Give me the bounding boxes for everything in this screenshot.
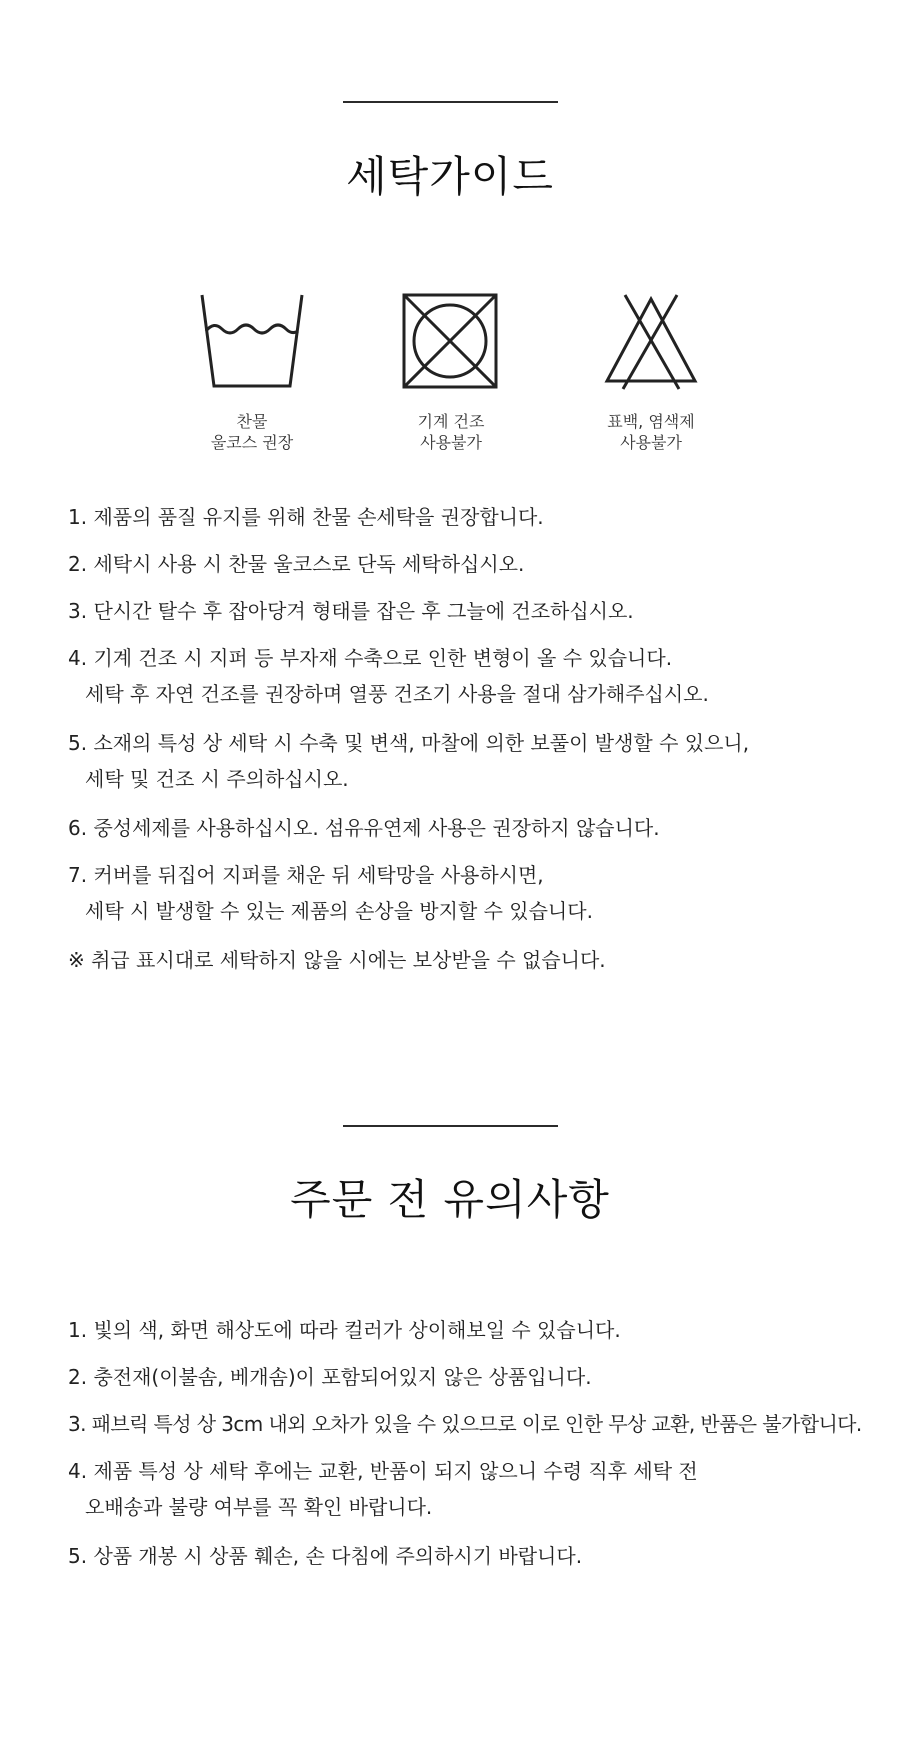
icon-caption: 표백, 염색제 사용불가 [607,412,695,452]
no-bleach-icon [601,293,701,391]
list-item: 2. 세탁시 사용 시 찬물 울코스로 단독 세탁하십시오. [68,552,525,576]
list-item: 1. 제품의 품질 유지를 위해 찬물 손세탁을 권장합니다. [68,505,544,529]
icon-caption: 기계 건조 사용불가 [417,412,485,452]
care-symbol-cold-wash [172,293,332,453]
order-notes-title: 주문 전 유의사항 [290,1175,610,1224]
no-tumble-dry-icon [402,293,500,391]
icon-caption: 찬물 울코스 권장 [210,412,294,452]
list-item: 4. 제품 특성 상 세탁 후에는 교환, 반품이 되지 않으니 수령 직후 세탁 전 오배송과 불량 여부를 꼭 확인 바랍니다. [68,1459,698,1519]
list-item: 3. 단시간 탈수 후 잡아당겨 형태를 잡은 후 그늘에 건조하십시오. [68,599,634,623]
washing-guide-title: 세탁가이드 [346,152,554,201]
list-item: 5. 소재의 특성 상 세탁 시 수축 및 변색, 마찰에 의한 보풀이 발생할 수 있으니, 세탁 및 건조 시 주의하십시오. [68,731,750,791]
list-item: 6. 중성세제를 사용하십시오. 섬유유연제 사용은 권장하지 않습니다. [68,816,660,840]
care-warning-note: ※ 취급 표시대로 세탁하지 않을 시에는 보상받을 수 없습니다. [68,948,606,972]
order-notes-list [68,1312,868,1585]
section-divider [343,101,558,103]
care-symbol-no-tumble-dry [371,293,531,453]
care-symbol-no-bleach [571,293,731,453]
list-item: 5. 상품 개봉 시 상품 훼손, 손 다침에 주의하시기 바랍니다. [68,1544,583,1568]
washing-guide-list [68,499,868,989]
list-item: 2. 충전재(이불솜, 베개솜)이 포함되어있지 않은 상품입니다. [68,1365,592,1389]
list-item: 7. 커버를 뒤집어 지퍼를 채운 뒤 세탁망을 사용하시면, 세탁 시 발생할 수 있는 제품의 손상을 방지할 수 있습니다. [68,863,593,923]
list-item: 3. 패브릭 특성 상 3cm 내외 오차가 있을 수 있으므로 이로 인한 무상 교환, 반품은 불가합니다. [68,1412,862,1436]
list-item: 4. 기계 건조 시 지퍼 등 부자재 수축으로 인한 변형이 올 수 있습니다. 세탁 후 자연 건조를 권장하며 열풍 건조기 사용을 절대 삼가해주십시오. [68,646,709,706]
section-divider [343,1125,558,1127]
list-item: 1. 빛의 색, 화면 해상도에 따라 컬러가 상이해보일 수 있습니다. [68,1318,621,1342]
cold-water-wash-tub-icon [192,293,312,391]
